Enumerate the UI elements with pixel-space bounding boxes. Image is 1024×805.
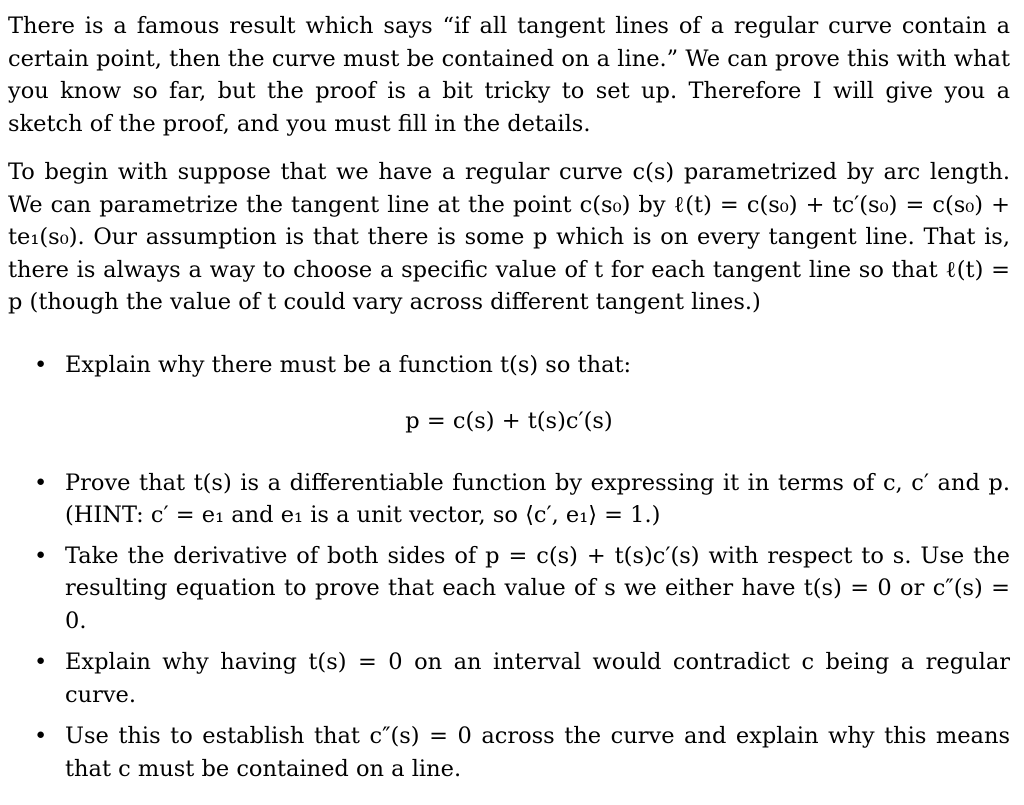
task-list: [8, 349, 1010, 786]
list-item-text: • Explain why having t(s) = 0 on an interval would contradict c being a regular curve.: [65, 649, 1010, 708]
setup-paragraph: To begin with suppose that we have a regular curve c(s) parametrized by arc length. We can parametrize the tangent line at the point c(s₀) by ℓ(t) = c(s₀) + tc′(s₀) = c(s₀) + te₁(s₀). Our assumption is that there is some p which is on every tangent line. That is, there is always a way to choose a specific value of t for each tangent line so that ℓ(t) = p (though the value of t could vary across different tangent lines.): [8, 159, 1010, 315]
list-item: [8, 646, 1010, 711]
list-item-text: • Take the derivative of both sides of p = c(s) + t(s)c′(s) with respect to s. Use the resulting equation to prove that each value of s we either have t(s) = 0 or c″(s) = 0.: [65, 542, 1010, 634]
list-item: [8, 540, 1010, 638]
list-item-text: • Use this to establish that c″(s) = 0 across the curve and explain why this means that c must be contained on a line.: [65, 723, 1010, 782]
list-item-text: • Explain why there must be a function t(s) so that:: [65, 351, 632, 378]
list-item: [8, 349, 1010, 438]
display-equation: p = c(s) + t(s)c′(s): [405, 408, 613, 434]
list-item: [8, 467, 1010, 532]
list-item: [8, 720, 1010, 785]
list-item-text: • Prove that t(s) is a differentiable function by expressing it in terms of c, c′ and p. (HINT: c′ = e₁ and e₁ is a unit vector, so ⟨c′, e₁⟩ = 1.): [65, 469, 1010, 528]
intro-paragraph: There is a famous result which says “if all tangent lines of a regular curve contain a certain point, then the curve must be contained on a line.” We can prove this with what you know so far, but the proof is a bit tricky to set up. Therefore I will give you a sketch of the proof, and you must fill in the details.: [8, 13, 1010, 137]
